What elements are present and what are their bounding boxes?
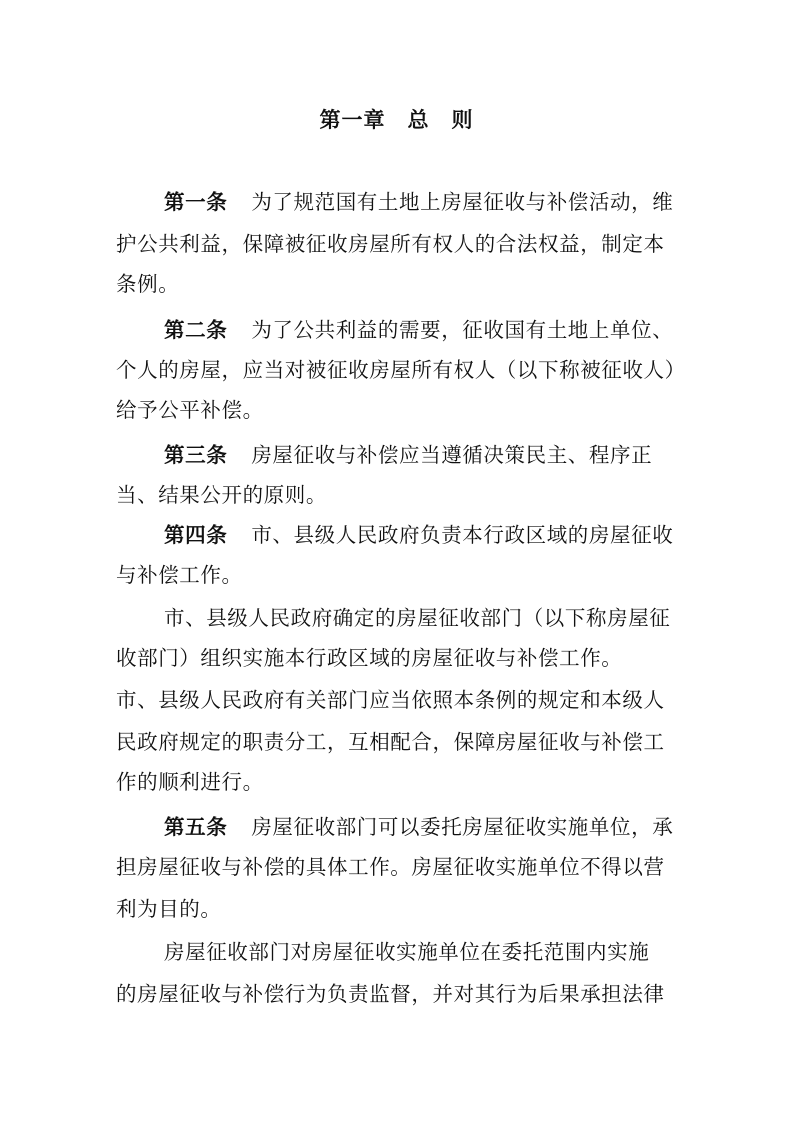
article-2-line-2: 个人的房屋，应当对被征收房屋所有权人（以下称被征收人） (116, 358, 686, 382)
article-4-para-2-line-2: 收部门）组织实施本行政区域的房屋征收与补偿工作。 (116, 646, 623, 670)
article-4-para-2-line-1: 市、县级人民政府确定的房屋征收部门（以下称房屋征 (164, 606, 671, 630)
article-5-para-2-line-1: 房屋征收部门对房屋征收实施单位在委托范围内实施 (164, 940, 650, 964)
article-4-para-3-line-3: 作的顺利进行。 (116, 770, 264, 794)
article-2-text-1: 为了公共利益的需要，征收国有土地上单位、 (251, 318, 674, 342)
article-2-line-1 (164, 315, 673, 345)
article-1-label: 第一条 (164, 190, 228, 214)
chapter-title: 第一章 总 则 (319, 108, 474, 132)
article-3-line-1 (164, 440, 652, 470)
article-2-label: 第二条 (164, 318, 228, 342)
article-1-line-1 (164, 187, 673, 217)
article-4-line-1 (164, 520, 673, 550)
article-1-line-3: 条例。 (116, 272, 180, 296)
article-1-text-1: 为了规范国有土地上房屋征收与补偿活动，维 (251, 190, 674, 214)
article-5-para-2-line-2: 的房屋征收与补偿行为负责监督，并对其行为后果承担法律 (116, 982, 665, 1006)
article-3-text-1: 房屋征收与补偿应当遵循决策民主、程序正 (251, 443, 653, 467)
article-5-text-1: 房屋征收部门可以委托房屋征收实施单位，承 (251, 815, 674, 839)
article-5-label: 第五条 (164, 815, 228, 839)
article-4-text-1: 市、县级人民政府负责本行政区域的房屋征收 (251, 523, 674, 547)
article-5-line-3: 利为目的。 (116, 897, 222, 921)
article-3-line-2: 当、结果公开的原则。 (116, 483, 327, 507)
article-1-line-2: 护公共利益，保障被征收房屋所有权人的合法权益，制定本 (116, 232, 665, 256)
article-4-line-2: 与补偿工作。 (116, 563, 243, 587)
article-2-line-3: 给予公平补偿。 (116, 398, 264, 422)
article-4-para-3-line-2: 民政府规定的职责分工，互相配合，保障房屋征收与补偿工 (116, 730, 665, 754)
article-4-para-3-line-1: 市、县级人民政府有关部门应当依照本条例的规定和本级人 (116, 688, 665, 712)
article-3-label: 第三条 (164, 443, 228, 467)
article-5-line-1 (164, 812, 673, 842)
article-5-line-2: 担房屋征收与补偿的具体工作。房屋征收实施单位不得以营 (116, 855, 665, 879)
article-4-label: 第四条 (164, 523, 228, 547)
